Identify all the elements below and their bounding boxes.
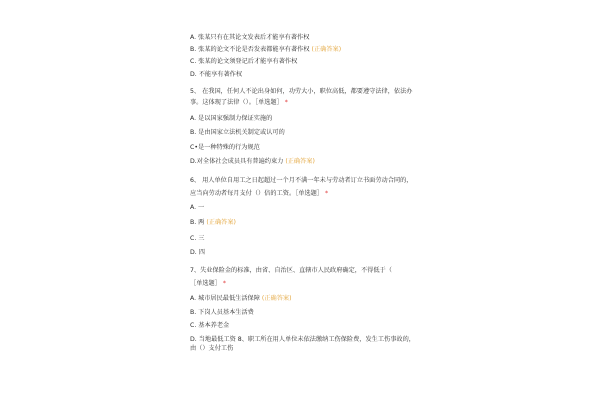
q6-option-d[interactable]: D. 四	[190, 249, 205, 256]
q4-option-b[interactable]: B. 张某的论文不论是否发表都能享有著作权 (正确答案)	[190, 46, 342, 53]
correct-answer-tag: (正确答案)	[311, 46, 342, 53]
q6-option-c[interactable]: C. 三	[190, 235, 205, 242]
q4-option-c[interactable]: C. 张某的论文须登记后才能享有著作权	[190, 58, 298, 65]
q5-option-d[interactable]: D.对全体社会成员具有普遍约束力 (正确答案)	[190, 158, 315, 165]
q5-stem-line1: 5、 在我国，任何人不论出身如何，功劳大小，职位高低，都要遵守法律，依法办	[190, 88, 413, 95]
required-mark: *	[325, 190, 329, 197]
q5-option-c[interactable]: C•是一种特殊的行为规范	[190, 144, 260, 151]
required-mark: *	[222, 280, 226, 287]
q6-stem-line1: 6、 用人单位自用工之日起超过一个月不满一年未与劳动者订立书面劳动合同的，	[190, 177, 413, 184]
q7-stem-line2: ［单选题］ *	[190, 280, 226, 287]
q7-option-b[interactable]: B. 下岗人员基本生活费	[190, 309, 254, 316]
q7-option-c[interactable]: C. 基本养老金	[190, 322, 230, 329]
correct-answer-tag: (正确答案)	[285, 158, 315, 165]
q7-option-d-line1[interactable]: D. 当地最低工资 8、职工所在用人单位未依法缴纳工伤保险费，发生工伤事故的，	[190, 336, 415, 343]
q7-option-a[interactable]: A. 城市居民最低生活保障 (正确答案)	[190, 295, 292, 302]
q5-option-a[interactable]: A. 是以国家强制力保证实施的	[190, 115, 273, 122]
q4-option-d[interactable]: D. 不能享有著作权	[190, 71, 243, 78]
required-mark: *	[284, 99, 288, 106]
correct-answer-tag: (正确答案)	[206, 219, 236, 226]
q6-option-b[interactable]: B. 两 (正确答案)	[190, 219, 236, 226]
q7-option-d-line2: 由（）支付工伤	[190, 345, 234, 352]
q5-stem-line2: 事。这体现了法律（）。［单选题］ *	[190, 99, 288, 106]
correct-answer-tag: (正确答案)	[261, 295, 292, 302]
q4-option-a[interactable]: A. 张某只有在其论文发表后才能享有著作权	[190, 34, 310, 41]
q6-option-a[interactable]: A. 一	[190, 204, 205, 211]
q7-stem-line1: 7、失业保险金的标准，由省、自治区、直辖市人民政府确定，不得低于（	[190, 267, 392, 274]
q5-option-b[interactable]: B. 是由国家立法机关制定或认可的	[190, 129, 285, 136]
q6-stem-line2: 应当向劳动者每月支付（）倍的工资。［单选题］ *	[190, 190, 329, 197]
